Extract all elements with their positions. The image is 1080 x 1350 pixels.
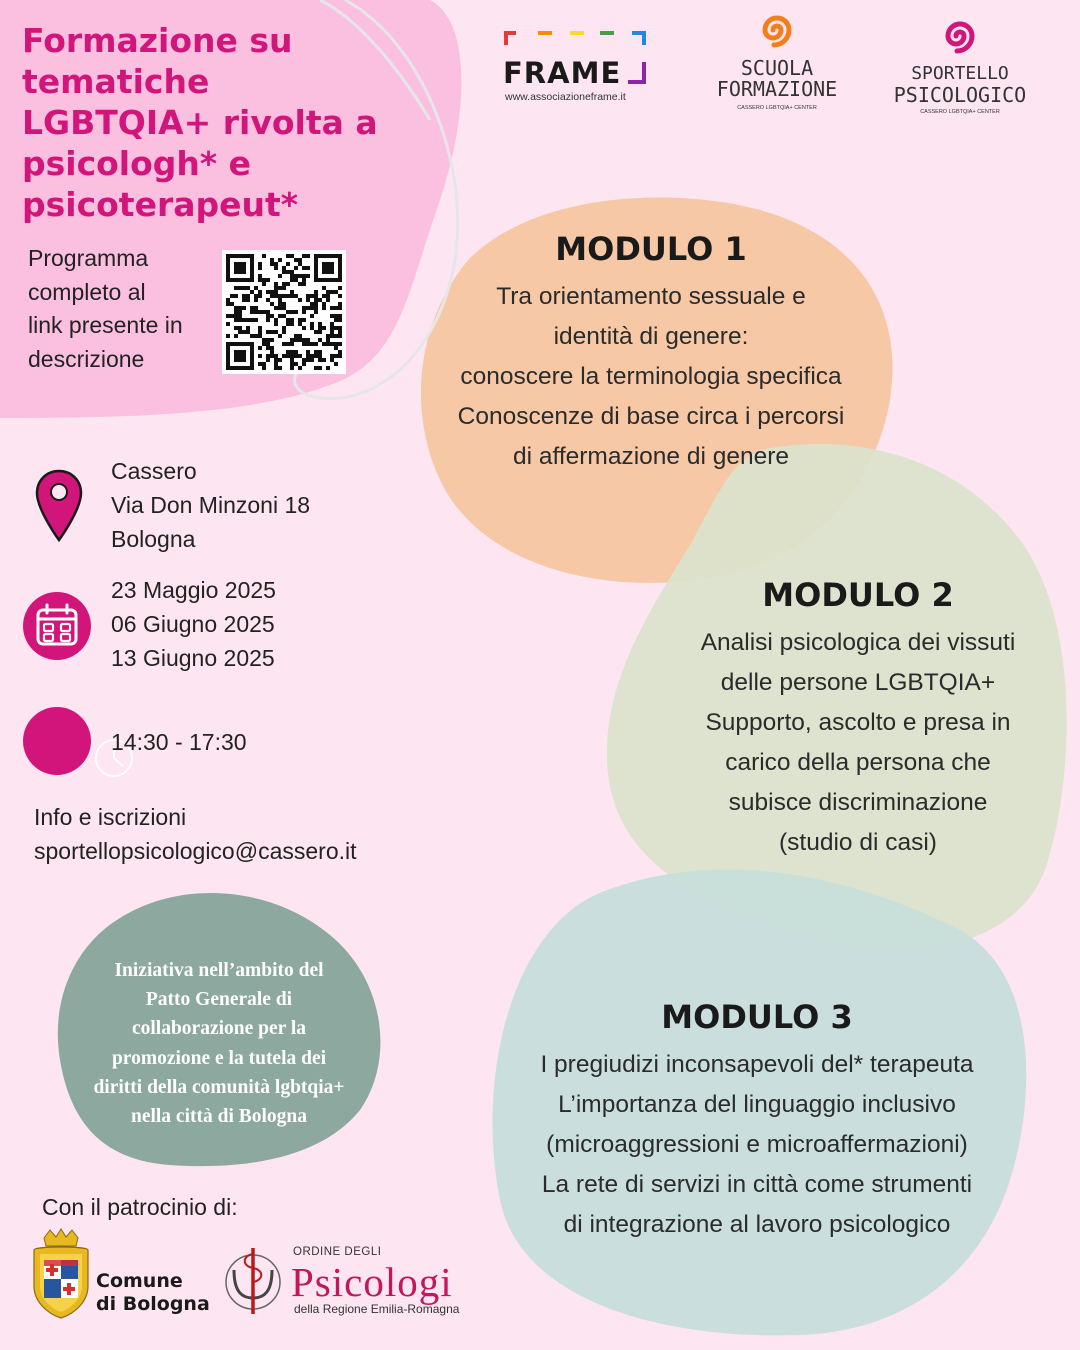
psi-symbol-icon [222,1244,284,1316]
module-3-title: MODULO 3 [661,998,853,1036]
module-2-description: Analisi psicologica dei vissuti delle persone LGBTQIA+ Supporto, ascolto e presa in carico della persona che subisce discriminazione (studio di casi) [700,629,1016,856]
dates-text: 23 Maggio 2025 06 Giugno 2025 13 Giugno 2025 [111,577,276,671]
page-title: Formazione su tematiche LGBTQIA+ rivolta a psicologh* e psicoterapeut* [22,21,378,224]
scuola-logo-line2: FORMAZIONE [716,77,838,101]
frame-logo[interactable] [500,28,655,108]
comune-logo-text: Comune di Bologna [96,1270,210,1315]
spiral-pink-icon [940,14,980,58]
module-2-title: MODULO 2 [762,576,954,614]
scuola-logo-line1: SCUOLA [740,56,814,80]
initiative-text: Iniziativa nell’ambito del Patto Generale di collaborazione per la promozione e la tutela dei diritti della comunità lgbtqia+ nella città di Bologna [93,960,345,1128]
qr-code[interactable] [222,250,346,374]
contact-info [34,800,357,868]
module-1-title: MODULO 1 [555,230,747,268]
contact-label: Info e iscrizioni [34,804,187,830]
module-3 [500,998,1014,1245]
sportello-psicologico-logo[interactable] [880,14,1040,118]
contact-email[interactable]: sportellopsicologico@cassero.it [34,838,357,864]
calendar-icon [22,591,92,661]
sportello-logo-line2: PSICOLOGICO [893,83,1027,107]
sportello-logo-sub: CASSERO LGBTQIA+ CENTER [920,109,1000,115]
patronage-label: Con il patrocinio di: [42,1194,238,1220]
location-text: Cassero Via Don Minzoni 18 Bologna [111,458,311,552]
module-2 [650,576,1066,863]
frame-logo-url: www.associazioneframe.it [505,91,626,103]
ordine-logo-main: Psicologi [291,1259,453,1305]
ordine-psicologi-logo[interactable] [222,1244,482,1320]
module-3-description: I pregiudizi inconsapevoli del* terapeuta L’importanza del linguaggio inclusivo (microaggressioni e microaffermazioni) La rete di servizi in città come strumenti di integrazione al lavoro psicologico [540,1051,974,1238]
module-1-description: Tra orientamento sessuale e identità di genere: conoscere la terminologia specifica Conoscenze di base circa i percorsi di affermazione di genere [457,283,845,470]
sportello-logo-line1: SPORTELLO [911,63,1009,84]
bologna-coat-of-arms-icon [30,1228,92,1320]
program-note: Programma completo al link presente in descrizione [28,245,183,372]
module-1 [420,230,882,477]
comune-di-bologna-logo[interactable] [30,1228,220,1320]
scuola-formazione-logo[interactable] [712,8,842,118]
ordine-logo-sub: della Regione Emilia-Romagna [294,1302,460,1316]
location-pin-icon [34,468,84,544]
qr-code-icon [222,250,346,374]
time-text: 14:30 - 17:30 [111,729,247,755]
frame-logo-name: FRAME [503,56,622,90]
ordine-logo-top: ORDINE DEGLI [293,1246,382,1258]
spiral-orange-icon [757,8,797,52]
scuola-logo-sub: CASSERO LGBTQIA+ CENTER [737,105,817,111]
